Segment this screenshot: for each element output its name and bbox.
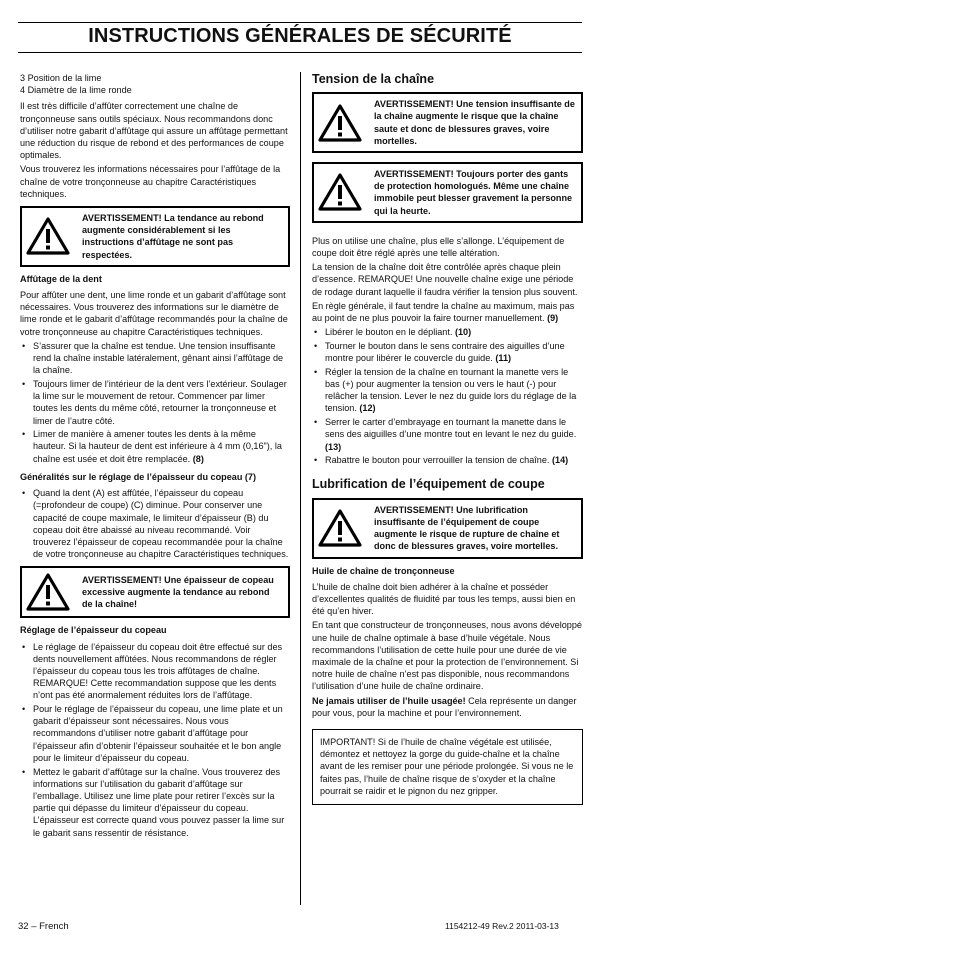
legend-item: 4 Diamètre de la lime ronde [20, 85, 132, 96]
page-title: INSTRUCTIONS GÉNÉRALES DE SÉCURITÉ [88, 25, 512, 47]
list-item: • Pour le réglage de l’épaisseur du copeau, une lime plate et un gabarit d’épaisseur sont nécessaires. Nous vous recommandons d’utiliser notre gabarit d’affûtage pour l’épaisseur afin d’obtenir l’épaisseur souhaitée et le bon angle pour le limiteur d’épaisseur du copeau. [20, 703, 290, 764]
paragraph: L’huile de chaîne doit bien adhérer à la chaîne et posséder d’excellentes qualités de fluidité par tous les temps, aussi bien en été qu’en hiver. [312, 581, 576, 617]
warning-text: AVERTISSEMENT! Toujours porter des gants de protection homologués. Même une chaîne immobile peut blesser gravement la personne qui la heurte. [374, 169, 573, 216]
list-item: • Quand la dent (A) est affûtée, l’épaisseur du copeau (=profondeur de coupe) (C) diminue. Pour conserver une capacité de coupe maximale, le limiteur d’épaisseur (B) du copeau doit être abaissé au niveau recommandé. Voir trouverez l’épaisseur de copeau recommandée pour la chaîne de votre tronçonneuse au chapitre Caractéristiques techniques. [20, 487, 290, 560]
list-item-text: Rabattre le bouton pour verrouiller la tension de chaîne. [325, 455, 550, 466]
list-item: • Mettez le gabarit d’affûtage sur la chaîne. Vous trouverez des informations sur l’utilisation du gabarit d’affûtage sur l’emballage. Utilisez une lime plate pour retirer l’excès sur la partie qui dépasse du limiteur d’épaisseur du copeau. L’épaisseur est correcte quand vous pouvez passer la lime sur le gabarit sans ressentir de résistance. [20, 766, 290, 839]
paragraph-text: Cela représente un danger pour vous, pour la machine et pour l’environnement. [312, 695, 577, 718]
list-item [20, 428, 290, 465]
warning-triangle-icon [26, 216, 70, 256]
warning-text: AVERTISSEMENT! Une lubrification insuffisante de l’équipement de coupe augmente le risque de rupture de chaîne et donc de blessures graves, voire mortelles. [374, 504, 560, 552]
figure-legend [20, 72, 290, 96]
bullet-list [20, 340, 290, 465]
section-title: Tension de la chaîne [312, 72, 435, 86]
paragraph: Il est très difficile d’affûter correctement une chaîne de tronçonneuse sans outils spéciaux. Nous recommandons donc d’utiliser notre gabarit d’affûtage qui assure un affûtage permettant une réduction du risque de rebond et des performances de coupe optimales. [20, 101, 288, 161]
warning-text: AVERTISSEMENT! Une tension insuffisante de la chaîne augmente le risque que la chaîne saute et donc de blessures graves, voire mortelles. [374, 99, 575, 146]
important-text: IMPORTANT! Si de l’huile de chaîne végétale est utilisée, démontez et nettoyez la gorge du guide-chaîne et la chaîne avant de les remiser pour une période prolongée. Si vous ne le faites pas, l’huile de chaîne risque de s’oxyder et la chaîne pourrait se raidir et le pignon du nez gripper. [320, 736, 574, 796]
list-item [312, 366, 583, 415]
page-number: 32 – French [18, 921, 69, 932]
document-revision: 1154212-49 Rev.2 2011-03-13 [445, 921, 559, 931]
figure-ref: (10) [454, 327, 472, 338]
list-item: • Le réglage de l’épaisseur du copeau doit être effectué sur des dents nouvellement affûtées. Nous recommandons de régler l’épaisseur du copeau tous les trois affûtages de chaîne. REMARQUE! Cette recommandation suppose que les dents n’ont pas été anormalement réduites lors de l’affûtage. [20, 641, 290, 702]
warning-triangle-icon [318, 103, 362, 143]
list-item: • Toujours limer de l’intérieur de la dent vers l’extérieur. Soulager la lime sur le mouvement de retour. Commencer par limer toutes les dents du même côté, retourner la tronçonneuse et limer de l’autre côté. [20, 378, 290, 427]
warning-box [20, 566, 290, 618]
list-item-text: Tourner le bouton dans le sens contraire des aiguilles d’une montre pour libérer le couvercle du guide. [325, 340, 565, 364]
paragraph: Plus on utilise une chaîne, plus elle s’allonge. L’équipement de coupe doit être réglé après une telle altération. [312, 235, 565, 259]
paragraph: En tant que constructeur de tronçonneuses, nous avons développé une huile de chaîne optimale à base d’huile végétale. Nous recommandons l’utilisation de cette huile pour une durée de vie maximale de la chaîne et pour la protection de l’environnement. Si notre huile de chaîne n’est pas disponible, nous recommandons l’utilisation d’une huile de chaîne ordinaire. [312, 620, 582, 692]
list-item-text: Serrer le carter d’embrayage en tournant la manette dans le sens des aiguilles d’une montre tout en levant le nez du guide. [325, 417, 577, 440]
subheading: Huile de chaîne de tronçonneuse [312, 565, 455, 576]
paragraph [312, 300, 583, 324]
list-item [312, 416, 583, 453]
figure-ref: (13) [325, 441, 342, 452]
paragraph [312, 695, 583, 719]
bullet-list [312, 326, 583, 466]
list-item [312, 326, 583, 338]
figure-ref: (9) [547, 313, 559, 324]
list-item: • S’assurer que la chaîne est tendue. Une tension insuffisante rend la chaîne instable latéralement, gênant ainsi l’affûtage de la chaîne. [20, 340, 290, 377]
section-title: Lubrification de l’équipement de coupe [312, 477, 545, 492]
list-item-text: Limer de manière à amener toutes les dents à la même hauteur. Si la hauteur de dent est inférieure à 4 mm (0,16"), la chaîne est usée et doit être remplacée. [33, 429, 282, 464]
right-column [312, 71, 583, 805]
header-bottom-rule [18, 52, 582, 53]
paragraph: La tension de la chaîne doit être contrôlée après chaque plein d’essence. REMARQUE! Une nouvelle chaîne exige une période de rodage durant laquelle il faudra vérifier la tension plus souvent. [312, 262, 578, 297]
figure-ref: (8) [192, 453, 204, 464]
bold-warning-text: Ne jamais utiliser de l’huile usagée! [312, 695, 466, 706]
warning-text: AVERTISSEMENT! Une épaisseur de copeau excessive augmente la tendance au rebond de la chaîne! [82, 575, 274, 610]
paragraph: Vous trouverez les informations nécessaires pour l’affûtage de la chaîne de votre tronçonneuse au chapitre Caractéristiques techniques. [20, 164, 281, 199]
list-item [312, 454, 583, 466]
warning-triangle-icon [26, 572, 70, 612]
paragraph: Pour affûter une dent, une lime ronde et un gabarit d’affûtage sont nécessaires. Vous trouverez des informations sur le diamètre de lime ronde et le gabarit d’affûtage recommandés pour la chaîne de votre tronçonneuse au chapitre Caractéristiques techniques. [20, 290, 288, 337]
warning-triangle-icon [318, 172, 362, 212]
warning-box [312, 92, 583, 153]
paragraph-text: En règle générale, il faut tendre la chaîne au maximum, mais pas au point de ne plus pouvoir la faire tourner manuellement. [312, 300, 575, 324]
list-item-text: Régler la tension de la chaîne en tournant la manette vers le bas (+) pour augmenter la tension ou vers le haut (-) pour relâcher la tension. Lever le nez du guide lors du réglage de la tension. [325, 366, 577, 414]
warning-text: AVERTISSEMENT! La tendance au rebond augmente considérablement si les instructions d’affûtage ne sont pas respectées. [82, 213, 264, 260]
column-divider [300, 72, 301, 905]
subheading: Affûtage de la dent [20, 273, 102, 284]
header-top-rule [18, 22, 582, 23]
figure-ref: (11) [495, 353, 512, 364]
left-column [20, 72, 290, 841]
bullet-list [20, 487, 290, 560]
subheading: Réglage de l’épaisseur du copeau [20, 625, 167, 636]
figure-ref: (12) [359, 403, 376, 414]
list-item-text: Libérer le bouton en le dépliant. [325, 327, 453, 338]
subheading: Généralités sur le réglage de l’épaisseur du copeau (7) [20, 471, 257, 482]
warning-box [312, 162, 583, 223]
warning-box [20, 206, 290, 267]
important-box [312, 729, 583, 805]
bullet-list [20, 641, 290, 839]
figure-ref: (14) [551, 455, 569, 466]
legend-item: 3 Position de la lime [20, 73, 102, 83]
list-item [312, 340, 583, 364]
warning-box [312, 498, 583, 559]
warning-triangle-icon [318, 508, 362, 548]
